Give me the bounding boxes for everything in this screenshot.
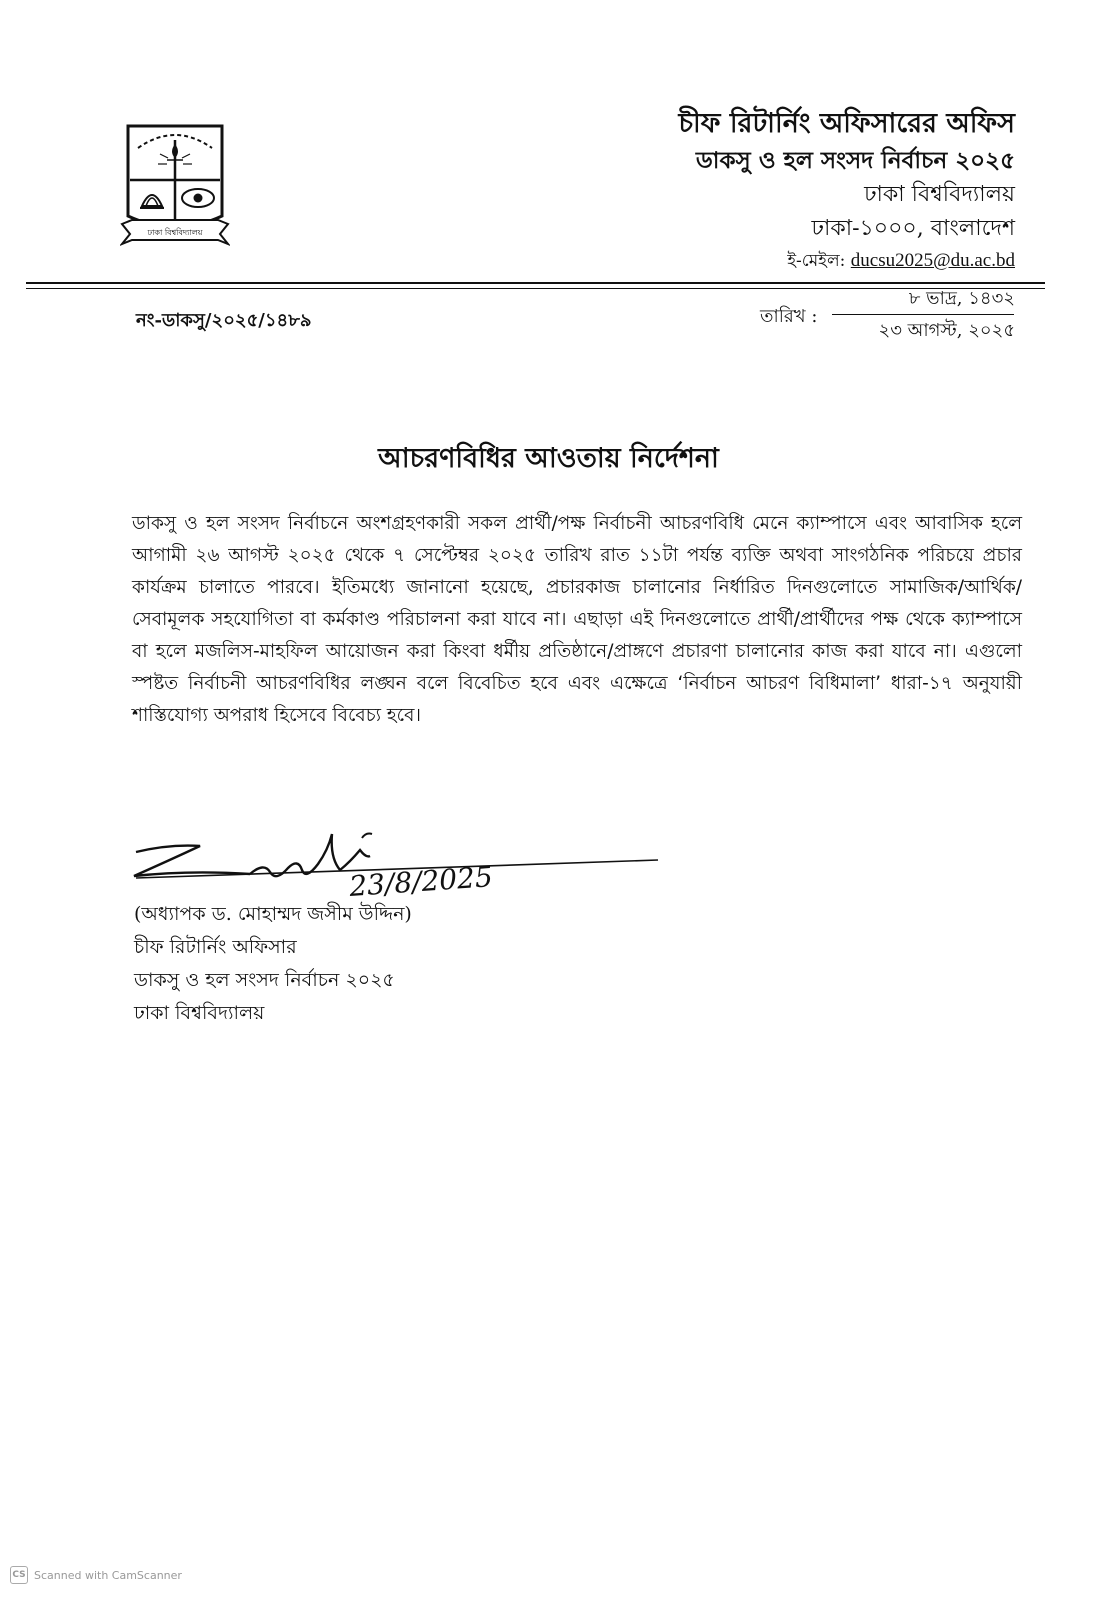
signatory-designation: চীফ রিটার্নিং অফিসার	[134, 936, 297, 958]
signature-date: 23/8/2025	[348, 860, 494, 903]
signatory-university: ঢাকা বিশ্ববিদ্যালয়	[134, 1002, 265, 1024]
date-english: ২৩ আগস্ট, ২০২৫	[878, 320, 1015, 341]
election-name: ডাকসু ও হল সংসদ নির্বাচন ২০২৫	[695, 147, 1015, 174]
crest-ribbon-text: ঢাকা বিশ্ববিদ্যালয়	[147, 228, 203, 237]
email-address[interactable]: ducsu2025@du.ac.bd	[850, 250, 1015, 271]
university-name: ঢাকা বিশ্ববিদ্যালয়	[864, 182, 1015, 207]
header-rule-thin	[26, 288, 1045, 289]
signatory-org: ডাকসু ও হল সংসদ নির্বাচন ২০২৫	[134, 969, 395, 991]
office-address: ঢাকা-১০০০, বাংলাদেশ	[811, 216, 1015, 241]
office-email-line	[555, 246, 1015, 276]
camscanner-icon: CS	[10, 1566, 28, 1584]
university-crest-icon	[120, 120, 230, 255]
date-label: তারিখ :	[760, 306, 818, 327]
scanner-text: Scanned with CamScanner	[34, 1568, 182, 1582]
header-rule-thick	[26, 282, 1045, 284]
signatory-name: (অধ্যাপক ড. মোহাম্মদ জসীম উদ্দিন)	[134, 903, 412, 925]
signatory-block	[134, 898, 412, 1030]
office-header	[555, 104, 1015, 276]
scanner-watermark	[10, 1566, 182, 1584]
memo-number: নং-ডাকসু/২০২৫/১৪৮৯	[136, 310, 312, 331]
notice-heading: আচরণবিধির আওতায় নির্দেশনা	[378, 443, 719, 474]
email-label: ই-মেইল:	[787, 251, 846, 271]
office-title: চীফ রিটার্নিং অফিসারের অফিস	[678, 108, 1015, 139]
notice-body: ডাকসু ও হল সংসদ নির্বাচনে অংশগ্রহণকারী সকল প্রার্থী/পক্ষ নির্বাচনী আচরণবিধি মেনে ক্যাম্পাসে এবং আবাসিক হলে আগামী ২৬ আগস্ট ২০২৫ থেকে ৭ সেপ্টেম্বর ২০২৫ তারিখ রাত ১১টা পর্যন্ত ব্যক্তি অথবা সাংগঠনিক পরিচয়ে প্রচার কার্যক্রম চালাতে পারবে। ইতিমধ্যে জানানো হয়েছে, প্রচারকাজ চালানোর নির্ধারিত দিনগুলোতে সামাজিক/আর্থিক/সেবামূলক সহযোগিতা বা কর্মকাণ্ড পরিচালনা করা যাবে না। এছাড়া এই দিনগুলোতে প্রার্থী/প্রার্থীদের পক্ষ থেকে ক্যাম্পাসে বা হলে মজলিস-মাহফিল আয়োজন করা কিংবা ধর্মীয় প্রতিষ্ঠানে/প্রাঙ্গণে প্রচারণা চালানোর কাজ করা যাবে না। এগুলো স্পষ্টত নির্বাচনী আচরণবিধির লঙ্ঘন বলে বিবেচিত হবে এবং এক্ষেত্রে ‘নির্বাচন আচরণ বিধিমালা’ ধারা-১৭ অনুযায়ী শাস্তিযোগ্য অপরাধ হিসেবে বিবেচ্য হবে।	[132, 513, 1022, 726]
date-bangla: ৮ ভাদ্র, ১৪৩২	[908, 288, 1015, 309]
